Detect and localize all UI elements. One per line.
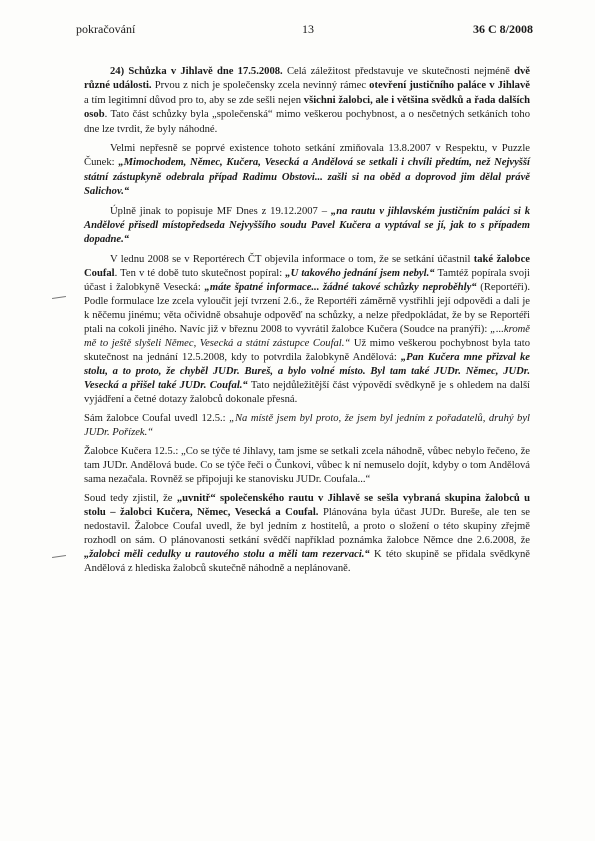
quote: „žalobci měli cedulky u rautového stolu a měli tam rezervaci.“ (84, 548, 370, 560)
quote: „U takového jednání jsem nebyl.“ (285, 267, 435, 279)
section-heading: 24) Schůzka v Jihlavě dne 17.5.2008. (110, 66, 283, 77)
page-number: 13 (302, 22, 314, 36)
document-body (84, 65, 530, 581)
paragraph-respekt: Velmi nepřesně se poprvé existence tohoto setkání zmiňovala 13.8.2007 v Respektu, v Puzzle Čunek: „Mimochodem, Němec, Kučera, Vesecká a Andělová se setkali i chvíli předtím, než Nejvyšší státní zástupkyně odebrala případ Radimu Obstovi... zašli si na oběd a doprovod jim dělal právě Salichov.“ (84, 143, 530, 198)
margin-mark (52, 555, 66, 558)
quote: „Mimochodem, Němec, Kučera, Vesecká a Andělová se setkali i chvíli předtím, než Nejvyšší státní zástupkyně odebrala případ Radimu Obstovi... zašli si na oběd a doprovod jim dělal právě Salichov.“ (84, 157, 530, 198)
quote: „Na místě jsem byl proto, že jsem byl jedním z pořadatelů, druhý byl JUDr. Pořízek.“ (84, 412, 530, 438)
margin-mark (52, 296, 66, 299)
quote: „...kromě mě to ještě slyšeli Němec, Vesecká a státní zástupce Coufal.“ (84, 323, 530, 349)
continuation-label: pokračování (76, 22, 136, 36)
paragraph-reporters: V lednu 2008 se v Reportérech ČT objevila informace o tom, že se setkání účastnil také žalobce Coufal. Ten v té době tuto skutečnost popíral: „U takového jednání jsem nebyl.“ Tamtéž popírala svoji účast i žalobkyně Vesecká: „máte špatné informace... žádné takové schůzky neproběhly“ (Reportéři). Podle formulace lze zcela vyloučit její tvrzení 2.6., že Reportéři záměrně vystřihli její odpovědi a dali je k něčemu jinému; věta očividně obsahuje odpověď na schůzky, a nelze předpokládat, že by se Reportéři ptali na cokoli jiného. Navíc již v březnu 2008 to vyvrátil žalobce Kučera (Soudce na pranýři): „...kromě mě to ještě slyšeli Němec, Vesecká a státní zástupce Coufal.“ Už mimo veškerou pochybnost byla tato skutečnost na jednání 12.5.2008, kdy to potvrdila žalobkyně Andělová: „Pan Kučera mne přizval ke stolu, a to proto, že chyběl JUDr. Bureš, a bylo volné místo. Byl tam také JUDr. Němec, JUDr. Vesecká a přišel také JUDr. Coufal.“ Tato nejdůležitější část výpovědí svědkyně je s ohledem na další vyjádření a četné dotazy žalobců dokonale přesná. (84, 253, 531, 405)
paragraph-kucera: Žalobce Kučera 12.5.: „Co se týče té Jihlavy, tam jsme se setkali zcela náhodně, vůbec nebylo řečeno, že tam JUDr. Andělová bude. Co se týče řeči o Čunkovi, vůbec k ní nemuselo dojít, kdyby o tom Andělová sama nezačala. Rovněž se připojuji ke stanovisku JUDr. Coufala...“ (84, 445, 530, 485)
paragraph-coufal: Sám žalobce Coufal uvedl 12.5.: „Na místě jsem byl proto, že jsem byl jedním z pořadatelů, druhý byl JUDr. Pořízek.“ (84, 412, 530, 438)
quote: „máte špatné informace... žádné takové schůzky neproběhly“ (204, 281, 477, 293)
paragraph-court-finding: Soud tedy zjistil, že „uvnitř“ společenského rautu v Jihlavě se sešla vybraná skupina žalobců u stolu – žalobci Kučera, Němec, Vesecká a Coufal. Plánována byla účast JUDr. Bureše, ale ten se nedostavil. Žalobce Coufal uvedl, že byl jedním z hostitelů, a proto o složení o této skupiny zřejmě rozhodl on sám. O plánovanosti setkání svědčí například poznámka žalobce Němce dne 2.6.2008, že „žalobci měli cedulky u rautového stolu a měli tam rezervaci.“ K této skupině se přidala svědkyně Andělová z hlediska žalobců skutečně náhodně a neplánovaně. (84, 492, 530, 574)
quote: „Pan Kučera mne přizval ke stolu, a to proto, že chyběl JUDr. Bureš, a bylo volné místo. Byl tam také JUDr. Němec, JUDr. Vesecká a přišel také JUDr. Coufal.“ (84, 351, 531, 391)
paragraph-meeting-jihlava: 24) Schůzka v Jihlavě dne 17.5.2008. Celá záležitost představuje ve skutečnosti nejméně dvě různé události. Prvou z nich je společensky zcela nevinný rámec otevření justičního paláce v Jihlavě a tím legitimní důvod pro to, aby se zde sešli nejen všichni žalobci, ale i většina svědků a řada dalších osob. Tato část schůzky byla „společenská“ mimo veškerou pochybnost, a o nesčetných setkáních toho dne lze tvrdit, že byly náhodné. (84, 66, 530, 135)
paragraph-mf-dnes: Úplně jinak to popisuje MF Dnes z 19.12.2007 – „na rautu v jihlavském justičním paláci si k Andělové přisedl místopředseda Nejvyššího soudu Pavel Kučera a vyptával se jí, jak to s případem dopadne.“ (84, 205, 530, 246)
page-header (70, 22, 533, 38)
quote: „na rautu v jihlavském justičním paláci si k Andělové přisedl místopředseda Nejvyššího soudu Pavel Kučera a vyptával se jí, jak to s případem dopadne.“ (84, 205, 530, 246)
case-number: 36 C 8/2008 (473, 22, 533, 36)
